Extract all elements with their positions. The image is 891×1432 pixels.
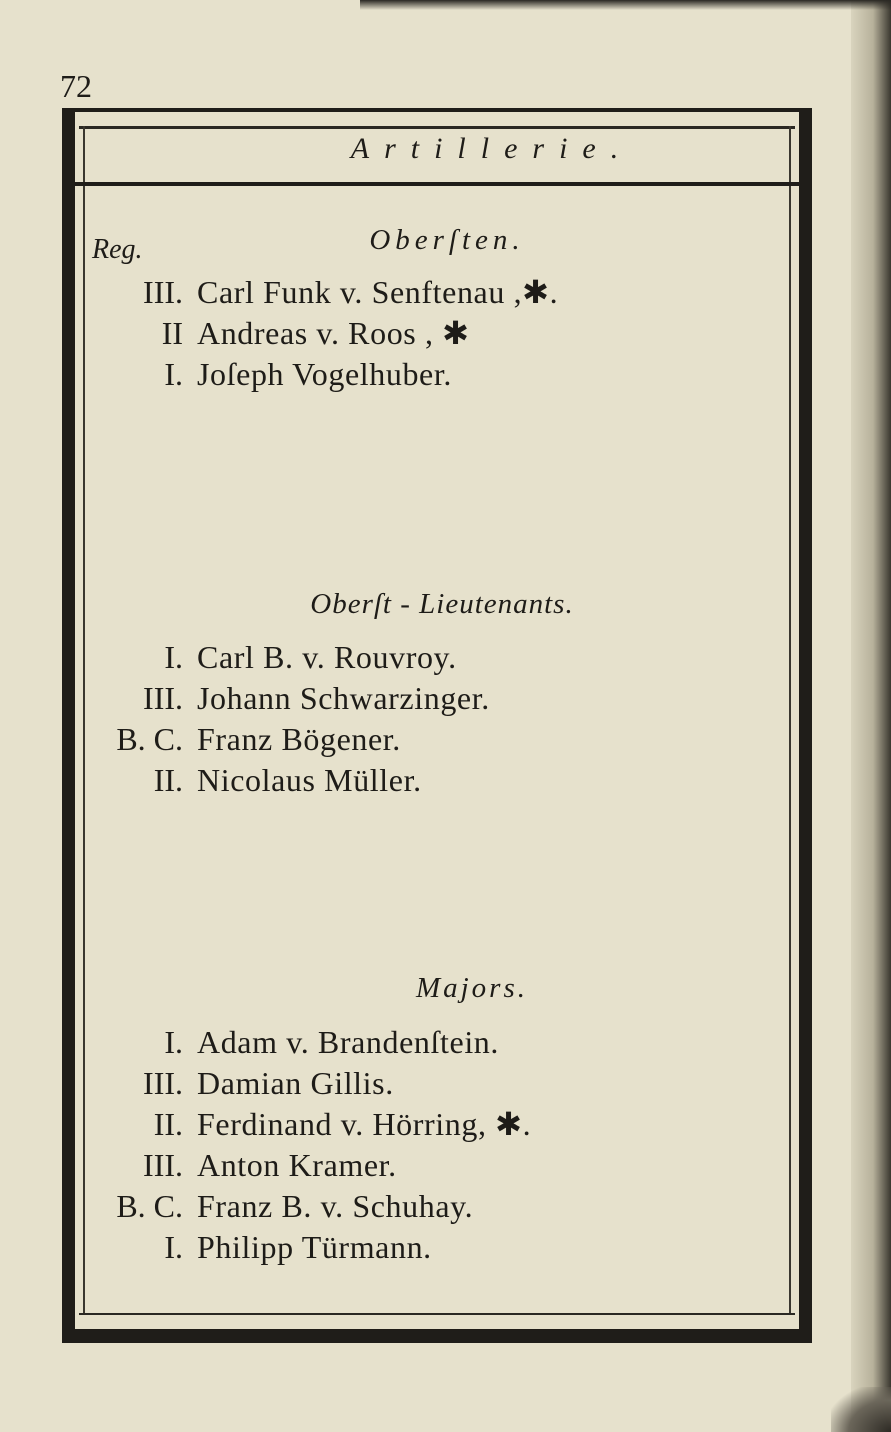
officer-name: Damian Gillis. [197,1065,394,1101]
officer-name: Andreas v. Roos , ✱ [197,315,470,351]
regiment-number: III. [143,1147,183,1183]
regiment-number: III. [143,274,183,310]
list-item [75,1022,775,1063]
list-item [75,760,775,801]
regiment-number: B. C. [116,1188,183,1224]
officer-name: Franz Bögener. [197,721,401,757]
officer-name: Philipp Türmann. [197,1229,432,1265]
section-heading-obersten: Oberſten. [369,224,525,256]
officer-name: Ferdinand v. Hörring, ✱. [197,1106,532,1142]
regiment-number: III. [143,1065,183,1101]
list-item [75,272,775,313]
page-border-frame [62,108,812,1343]
page-gutter-shadow [851,0,891,1432]
list-item [75,1104,775,1145]
regiment-column-label: Reg. [92,234,143,265]
page-title: Artillerie. [350,132,634,165]
page-number: 72 [60,68,92,104]
officer-name: Adam v. Brandenſtein. [197,1024,500,1060]
list-item [75,1145,775,1186]
frame-inner-rule-right [789,126,791,1315]
list-item [75,1186,775,1227]
top-edge-shadow [360,0,891,10]
list-item [75,1063,775,1104]
officer-name: Nicolaus Müller. [197,762,422,798]
regiment-number: I. [164,1024,183,1060]
oberst-lieutenants-list [75,637,775,801]
frame-inner-rule-bottom [79,1313,795,1315]
regiment-number: II [161,315,183,351]
regiment-number: II. [153,762,183,798]
list-item [75,637,775,678]
regiment-number: II. [153,1106,183,1142]
regiment-number: I. [164,639,183,675]
officer-name: Carl B. v. Rouvroy. [197,639,457,675]
corner-smudge [831,1387,891,1432]
officer-name: Franz B. v. Schuhay. [197,1188,474,1224]
officer-name: Anton Kramer. [197,1147,397,1183]
regiment-number: I. [164,356,183,392]
list-item [75,313,775,354]
list-item [75,678,775,719]
list-item [75,1227,775,1268]
list-item [75,719,775,760]
regiment-number: I. [164,1229,183,1265]
regiment-number: B. C. [116,721,183,757]
header-rule [75,182,799,186]
majors-list [75,1022,775,1268]
section-heading-majors: Majors. [415,972,529,1004]
frame-inner-rule-top [79,126,795,129]
section-heading-oberst-lieutenants: Oberſt - Lieutenants. [310,588,574,620]
list-item [75,354,775,395]
regiment-number: III. [143,680,183,716]
officer-name: Carl Funk v. Senftenau ,✱. [197,274,559,310]
officer-name: Joſeph Vogelhuber. [197,356,452,392]
obersten-list [75,272,775,395]
officer-name: Johann Schwarzinger. [197,680,490,716]
